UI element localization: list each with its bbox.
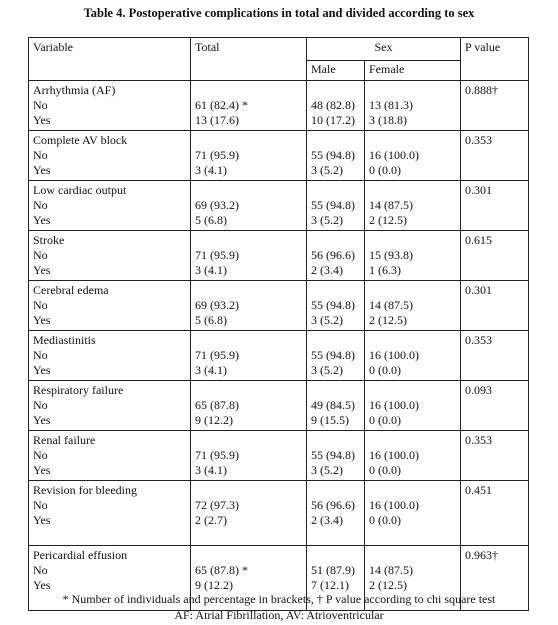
male-cell-line (311, 433, 360, 448)
female-cell-line (369, 383, 456, 398)
female-cell-line: 16 (100.0) (369, 398, 419, 412)
table-caption: Table 4. Postoperative complications in total and divided according to sex (83, 6, 475, 20)
variable-cell-line: No (33, 248, 48, 262)
p-value-cell (461, 131, 529, 181)
total-cell-line: 72 (97.3) (195, 498, 239, 512)
complications-table (28, 37, 529, 611)
p-value-cell-line: 0.353 (465, 433, 492, 447)
variable-cell-line: No (33, 348, 48, 362)
variable-cell-line: Yes (33, 113, 51, 127)
male-cell-line: 55 (94.8) (311, 448, 355, 462)
female-cell-line: 14 (87.5) (369, 198, 413, 212)
p-value-cell-line: 0.301 (465, 183, 492, 197)
variable-cell (29, 331, 191, 381)
footnote-line: * Number of individuals and percentage in brackets, † P value according to chi square test (62, 592, 496, 606)
variable-cell-line: Cerebral edema (33, 283, 109, 297)
male-cell-line (311, 483, 360, 498)
male-cell-line: 55 (94.8) (311, 148, 355, 162)
p-value-cell-line: 0.353 (465, 133, 492, 147)
male-cell-line: 55 (94.8) (311, 348, 355, 362)
table-row (29, 481, 529, 546)
variable-cell-line: No (33, 448, 48, 462)
variable-cell (29, 481, 191, 546)
p-value-cell-line: 0.615 (465, 233, 492, 247)
total-cell (191, 381, 307, 431)
total-cell-line: 71 (95.9) (195, 248, 239, 262)
total-cell (191, 231, 307, 281)
variable-cell-line: Yes (33, 413, 51, 427)
total-cell-line (195, 383, 302, 398)
total-cell-line (195, 483, 302, 498)
variable-cell-line: No (33, 148, 48, 162)
total-cell-line (195, 283, 302, 298)
male-cell-line: 56 (96.6) (311, 248, 355, 262)
male-cell-line: 3 (5.2) (311, 463, 343, 477)
variable-cell-line: No (33, 198, 48, 212)
female-cell-line: 16 (100.0) (369, 348, 419, 362)
male-cell (307, 231, 365, 281)
male-cell-line: 9 (15.5) (311, 413, 349, 427)
total-cell (191, 181, 307, 231)
variable-cell (29, 131, 191, 181)
total-cell-line: 3 (4.1) (195, 463, 227, 477)
total-cell-line: 61 (82.4) * (195, 98, 248, 112)
table-row (29, 431, 529, 481)
total-cell (191, 81, 307, 131)
male-cell (307, 181, 365, 231)
variable-cell-line: Yes (33, 213, 51, 227)
p-value-cell-line: 0.301 (465, 283, 492, 297)
variable-cell (29, 381, 191, 431)
female-cell-line (369, 283, 456, 298)
male-cell (307, 281, 365, 331)
male-cell-line: 3 (5.2) (311, 163, 343, 177)
male-cell (307, 431, 365, 481)
total-cell-line: 3 (4.1) (195, 163, 227, 177)
male-cell-line (311, 183, 360, 198)
variable-cell-line: Yes (33, 163, 51, 177)
total-cell (191, 331, 307, 381)
variable-cell (29, 181, 191, 231)
female-cell (365, 281, 461, 331)
male-cell-line: 3 (5.2) (311, 213, 343, 227)
p-value-cell-line: 0.888† (465, 83, 498, 97)
male-cell-line: 10 (17.2) (311, 113, 355, 127)
header-row (29, 38, 529, 61)
p-value-cell-line: 0.093 (465, 383, 492, 397)
total-cell-line: 69 (93.2) (195, 298, 239, 312)
female-cell-line (369, 233, 456, 248)
female-cell (365, 431, 461, 481)
header-sex: Sex (307, 38, 461, 61)
variable-cell (29, 231, 191, 281)
female-cell-line: 0 (0.0) (369, 363, 401, 377)
female-cell-line (369, 433, 456, 448)
female-cell-line: 13 (81.3) (369, 98, 413, 112)
total-cell-line (195, 183, 302, 198)
female-cell-line (369, 133, 456, 148)
total-cell-line: 71 (95.9) (195, 148, 239, 162)
header-variable: Variable (29, 38, 191, 81)
table-row (29, 331, 529, 381)
male-cell-line: 48 (82.8) (311, 98, 355, 112)
male-cell-line (311, 283, 360, 298)
p-value-cell (461, 281, 529, 331)
variable-cell (29, 81, 191, 131)
female-cell-line: 16 (100.0) (369, 498, 419, 512)
female-cell-line: 0 (0.0) (369, 463, 401, 477)
total-cell-line: 71 (95.9) (195, 348, 239, 362)
footnote-line: AF: Atrial Fibrillation, AV: Atrioventricular (174, 608, 384, 622)
p-value-cell (461, 81, 529, 131)
total-cell (191, 481, 307, 546)
male-cell-line: 2 (3.4) (311, 263, 343, 277)
variable-cell-line: Stroke (33, 233, 65, 247)
male-cell-line: 7 (12.1) (311, 578, 349, 592)
p-value-cell (461, 231, 529, 281)
total-cell-line: 13 (17.6) (195, 113, 239, 127)
male-cell-line: 3 (5.2) (311, 363, 343, 377)
p-value-cell (461, 481, 529, 546)
p-value-cell (461, 181, 529, 231)
variable-cell-line: Yes (33, 578, 51, 592)
male-cell-line (311, 333, 360, 348)
table-row (29, 381, 529, 431)
p-value-cell-line: 0.963† (465, 548, 498, 562)
p-value-cell (461, 381, 529, 431)
female-cell-line (369, 183, 456, 198)
male-cell-line (311, 133, 360, 148)
female-cell-line: 2 (12.5) (369, 313, 407, 327)
variable-cell-line: Complete AV block (33, 133, 128, 147)
total-cell-line (195, 333, 302, 348)
female-cell (365, 381, 461, 431)
total-cell-line: 3 (4.1) (195, 363, 227, 377)
variable-cell-line: Yes (33, 463, 51, 477)
total-cell-line: 65 (87.8) * (195, 563, 248, 577)
variable-cell-line: Arrhythmia (AF) (33, 83, 116, 97)
table-row (29, 231, 529, 281)
female-cell-line: 2 (12.5) (369, 213, 407, 227)
header-total: Total (191, 38, 307, 81)
variable-cell-line: No (33, 98, 48, 112)
p-value-cell-line: 0.353 (465, 333, 492, 347)
female-cell-line (369, 483, 456, 498)
male-cell (307, 81, 365, 131)
female-cell-line: 0 (0.0) (369, 513, 401, 527)
variable-cell-line: No (33, 563, 48, 577)
table-row (29, 131, 529, 181)
header-male: Male (307, 61, 365, 81)
variable-cell-line: Yes (33, 513, 51, 527)
p-value-cell (461, 331, 529, 381)
variable-cell-line: Renal failure (33, 433, 96, 447)
variable-cell (29, 431, 191, 481)
table-row (29, 81, 529, 131)
total-cell (191, 131, 307, 181)
total-cell-line: 3 (4.1) (195, 263, 227, 277)
female-cell-line: 0 (0.0) (369, 163, 401, 177)
male-cell (307, 381, 365, 431)
male-cell-line (311, 383, 360, 398)
variable-cell-line: Yes (33, 263, 51, 277)
female-cell (365, 181, 461, 231)
female-cell-line: 14 (87.5) (369, 298, 413, 312)
female-cell-line (369, 83, 456, 98)
male-cell-line: 55 (94.8) (311, 198, 355, 212)
p-value-cell (461, 431, 529, 481)
female-cell-line: 16 (100.0) (369, 148, 419, 162)
male-cell-line (311, 83, 360, 98)
female-cell-line: 15 (93.8) (369, 248, 413, 262)
total-cell-line (195, 133, 302, 148)
variable-cell-line: Yes (33, 313, 51, 327)
male-cell-line: 51 (87.9) (311, 563, 355, 577)
female-cell (365, 131, 461, 181)
male-cell (307, 481, 365, 546)
male-cell-line: 2 (3.4) (311, 513, 343, 527)
female-cell-line: 3 (18.8) (369, 113, 407, 127)
total-cell-line: 65 (87.8) (195, 398, 239, 412)
total-cell-line: 9 (12.2) (195, 413, 233, 427)
female-cell (365, 481, 461, 546)
total-cell (191, 281, 307, 331)
male-cell-line: 55 (94.8) (311, 298, 355, 312)
variable-cell-line: Pericardial effusion (33, 548, 128, 562)
female-cell (365, 81, 461, 131)
header-female: Female (365, 61, 461, 81)
total-cell-line (195, 548, 302, 563)
female-cell-line: 14 (87.5) (369, 563, 413, 577)
female-cell-line (369, 333, 456, 348)
male-cell-line: 3 (5.2) (311, 313, 343, 327)
total-cell-line: 5 (6.8) (195, 313, 227, 327)
total-cell-line: 9 (12.2) (195, 578, 233, 592)
female-cell-line: 16 (100.0) (369, 448, 419, 462)
male-cell-line (311, 548, 360, 563)
variable-cell-line: Respiratory failure (33, 383, 124, 397)
variable-cell-line: No (33, 298, 48, 312)
male-cell (307, 131, 365, 181)
female-cell-line: 1 (6.3) (369, 263, 401, 277)
female-cell (365, 331, 461, 381)
variable-cell-line: Low cardiac output (33, 183, 127, 197)
p-value-cell-line: 0.451 (465, 483, 492, 497)
male-cell-line (311, 233, 360, 248)
total-cell-line: 5 (6.8) (195, 213, 227, 227)
female-cell-line: 0 (0.0) (369, 413, 401, 427)
male-cell-line: 49 (84.5) (311, 398, 355, 412)
total-cell-line (195, 433, 302, 448)
female-cell-line (369, 548, 456, 563)
table-row (29, 281, 529, 331)
male-cell (307, 331, 365, 381)
male-cell-line: 56 (96.6) (311, 498, 355, 512)
total-cell-line: 71 (95.9) (195, 448, 239, 462)
variable-cell-line: No (33, 398, 48, 412)
table-row (29, 181, 529, 231)
total-cell-line (195, 83, 302, 98)
variable-cell-line: Yes (33, 363, 51, 377)
variable-cell-line: Mediastinitis (33, 333, 96, 347)
variable-cell (29, 281, 191, 331)
total-cell-line (195, 233, 302, 248)
total-cell-line: 69 (93.2) (195, 198, 239, 212)
variable-cell-line: No (33, 498, 48, 512)
total-cell (191, 431, 307, 481)
header-p-value: P value (461, 38, 529, 81)
variable-cell-line: Revision for bleeding (33, 483, 137, 497)
female-cell (365, 231, 461, 281)
female-cell-line: 2 (12.5) (369, 578, 407, 592)
total-cell-line: 2 (2.7) (195, 513, 227, 527)
